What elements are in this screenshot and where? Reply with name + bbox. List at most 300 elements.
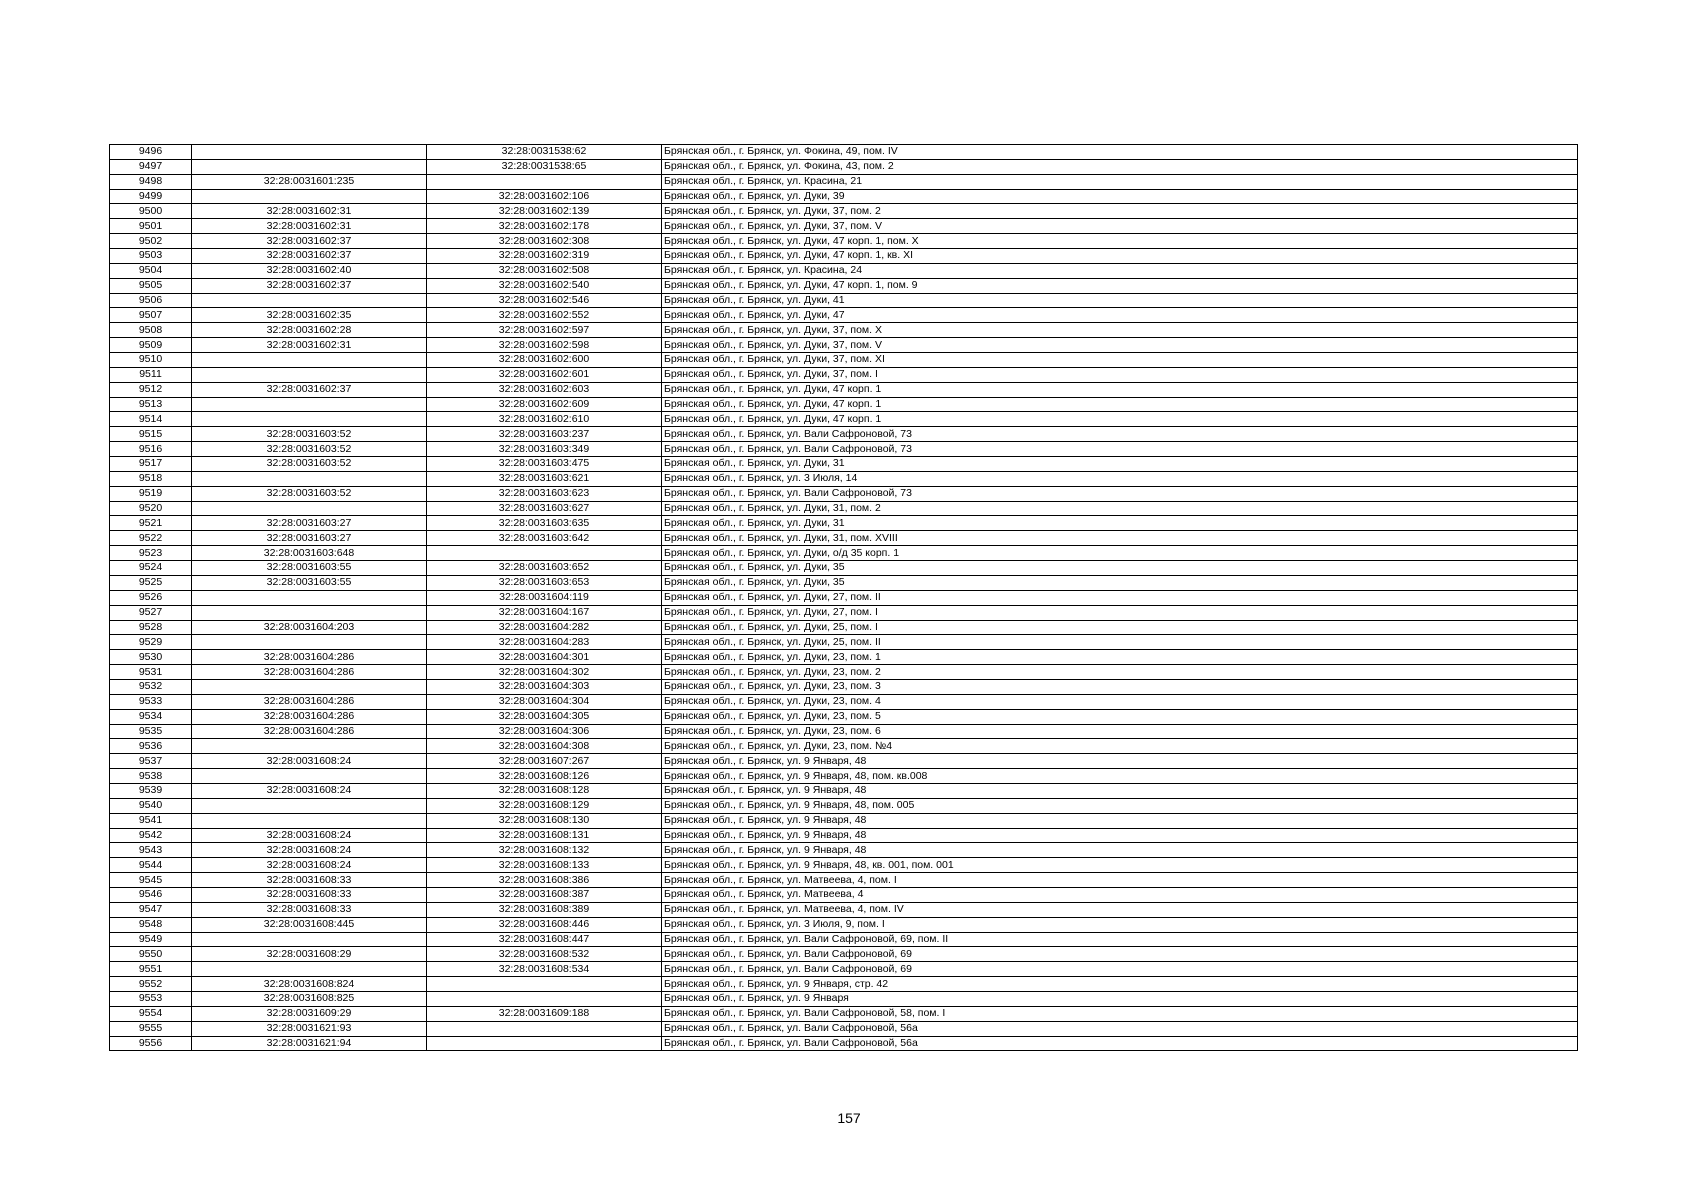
cadastral-number-cell: 32:28:0031602:609 — [427, 397, 662, 412]
parent-cadastral-number-cell: 32:28:0031602:31 — [192, 338, 427, 353]
row-number-cell: 9518 — [110, 471, 192, 486]
table-row — [110, 397, 1578, 412]
address-cell: Брянская обл., г. Брянск, ул. Дуки, 23, пом. 2 — [662, 665, 1578, 680]
parent-cadastral-number-cell: 32:28:0031603:55 — [192, 561, 427, 576]
cadastral-number-cell: 32:28:0031608:389 — [427, 902, 662, 917]
table-row — [110, 308, 1578, 323]
address-cell: Брянская обл., г. Брянск, ул. Дуки, 37, пом. XI — [662, 353, 1578, 368]
cadastral-number-cell — [427, 1036, 662, 1051]
table-row — [110, 145, 1578, 160]
table-row — [110, 917, 1578, 932]
table-row — [110, 635, 1578, 650]
cadastral-number-cell: 32:28:0031608:128 — [427, 783, 662, 798]
address-cell: Брянская обл., г. Брянск, ул. Вали Сафроновой, 56а — [662, 1021, 1578, 1036]
address-cell: Брянская обл., г. Брянск, ул. Вали Сафроновой, 73 — [662, 486, 1578, 501]
parent-cadastral-number-cell: 32:28:0031608:24 — [192, 843, 427, 858]
cadastral-number-cell: 32:28:0031608:532 — [427, 947, 662, 962]
cadastral-number-cell: 32:28:0031608:447 — [427, 932, 662, 947]
parent-cadastral-number-cell: 32:28:0031608:24 — [192, 783, 427, 798]
parent-cadastral-number-cell: 32:28:0031603:52 — [192, 457, 427, 472]
row-number-cell: 9533 — [110, 694, 192, 709]
address-cell: Брянская обл., г. Брянск, ул. 9 Января, 48 — [662, 843, 1578, 858]
row-number-cell: 9508 — [110, 323, 192, 338]
parent-cadastral-number-cell: 32:28:0031602:40 — [192, 263, 427, 278]
row-number-cell: 9520 — [110, 501, 192, 516]
address-cell: Брянская обл., г. Брянск, ул. Красина, 24 — [662, 263, 1578, 278]
row-number-cell: 9515 — [110, 427, 192, 442]
parent-cadastral-number-cell: 32:28:0031604:286 — [192, 709, 427, 724]
row-number-cell: 9541 — [110, 813, 192, 828]
row-number-cell: 9547 — [110, 902, 192, 917]
parent-cadastral-number-cell: 32:28:0031608:33 — [192, 902, 427, 917]
row-number-cell: 9514 — [110, 412, 192, 427]
address-cell: Брянская обл., г. Брянск, ул. 9 Января — [662, 991, 1578, 1006]
row-number-cell: 9550 — [110, 947, 192, 962]
table-row — [110, 694, 1578, 709]
parent-cadastral-number-cell: 32:28:0031621:93 — [192, 1021, 427, 1036]
parent-cadastral-number-cell — [192, 471, 427, 486]
address-cell: Брянская обл., г. Брянск, ул. Вали Сафроновой, 73 — [662, 427, 1578, 442]
address-cell: Брянская обл., г. Брянск, ул. Дуки, 47 корп. 1 — [662, 397, 1578, 412]
address-cell: Брянская обл., г. Брянск, ул. Фокина, 49, пом. IV — [662, 145, 1578, 160]
address-cell: Брянская обл., г. Брянск, ул. Вали Сафроновой, 69 — [662, 947, 1578, 962]
address-cell: Брянская обл., г. Брянск, ул. Дуки, 31, пом. 2 — [662, 501, 1578, 516]
table-row — [110, 887, 1578, 902]
address-cell: Брянская обл., г. Брянск, ул. Красина, 21 — [662, 174, 1578, 189]
table-row — [110, 516, 1578, 531]
cadastral-number-cell: 32:28:0031602:508 — [427, 263, 662, 278]
row-number-cell: 9546 — [110, 887, 192, 902]
address-cell: Брянская обл., г. Брянск, ул. Дуки, о/д 35 корп. 1 — [662, 546, 1578, 561]
row-number-cell: 9502 — [110, 234, 192, 249]
table-row — [110, 174, 1578, 189]
cadastral-number-cell: 32:28:0031602:597 — [427, 323, 662, 338]
address-cell: Брянская обл., г. Брянск, ул. Дуки, 47 корп. 1 — [662, 412, 1578, 427]
row-number-cell: 9551 — [110, 962, 192, 977]
parent-cadastral-number-cell — [192, 798, 427, 813]
address-cell: Брянская обл., г. Брянск, ул. 9 Января, 48, пом. 005 — [662, 798, 1578, 813]
table-row — [110, 338, 1578, 353]
address-cell: Брянская обл., г. Брянск, ул. Вали Сафроновой, 56а — [662, 1036, 1578, 1051]
parent-cadastral-number-cell — [192, 739, 427, 754]
cadastral-number-cell: 32:28:0031608:129 — [427, 798, 662, 813]
parent-cadastral-number-cell — [192, 412, 427, 427]
row-number-cell: 9552 — [110, 977, 192, 992]
cadastral-number-cell — [427, 991, 662, 1006]
table-row — [110, 724, 1578, 739]
address-cell: Брянская обл., г. Брянск, ул. Дуки, 35 — [662, 575, 1578, 590]
registry-table-wrapper — [109, 144, 1578, 1051]
row-number-cell: 9500 — [110, 204, 192, 219]
parent-cadastral-number-cell: 32:28:0031603:648 — [192, 546, 427, 561]
table-row — [110, 873, 1578, 888]
cadastral-number-cell: 32:28:0031608:126 — [427, 769, 662, 784]
row-number-cell: 9534 — [110, 709, 192, 724]
table-row — [110, 828, 1578, 843]
table-row — [110, 486, 1578, 501]
cadastral-number-cell — [427, 1021, 662, 1036]
parent-cadastral-number-cell: 32:28:0031621:94 — [192, 1036, 427, 1051]
address-cell: Брянская обл., г. Брянск, ул. Матвеева, 4, пом. IV — [662, 902, 1578, 917]
parent-cadastral-number-cell — [192, 501, 427, 516]
table-row — [110, 501, 1578, 516]
table-row — [110, 665, 1578, 680]
row-number-cell: 9524 — [110, 561, 192, 576]
parent-cadastral-number-cell: 32:28:0031603:27 — [192, 516, 427, 531]
parent-cadastral-number-cell: 32:28:0031602:37 — [192, 382, 427, 397]
parent-cadastral-number-cell: 32:28:0031602:31 — [192, 219, 427, 234]
row-number-cell: 9507 — [110, 308, 192, 323]
row-number-cell: 9501 — [110, 219, 192, 234]
table-row — [110, 977, 1578, 992]
address-cell: Брянская обл., г. Брянск, ул. 9 Января, 48 — [662, 813, 1578, 828]
row-number-cell: 9555 — [110, 1021, 192, 1036]
address-cell: Брянская обл., г. Брянск, ул. Дуки, 37, пом. 2 — [662, 204, 1578, 219]
parent-cadastral-number-cell: 32:28:0031609:29 — [192, 1006, 427, 1021]
address-cell: Брянская обл., г. Брянск, ул. Дуки, 35 — [662, 561, 1578, 576]
cadastral-number-cell: 32:28:0031604:305 — [427, 709, 662, 724]
registry-table — [109, 144, 1578, 1051]
parent-cadastral-number-cell: 32:28:0031604:286 — [192, 694, 427, 709]
address-cell: Брянская обл., г. Брянск, ул. Дуки, 31 — [662, 457, 1578, 472]
row-number-cell: 9499 — [110, 189, 192, 204]
address-cell: Брянская обл., г. Брянск, ул. Дуки, 39 — [662, 189, 1578, 204]
address-cell: Брянская обл., г. Брянск, ул. Дуки, 37, пом. I — [662, 367, 1578, 382]
table-row — [110, 1006, 1578, 1021]
parent-cadastral-number-cell: 32:28:0031608:24 — [192, 858, 427, 873]
address-cell: Брянская обл., г. Брянск, ул. Дуки, 31 — [662, 516, 1578, 531]
parent-cadastral-number-cell — [192, 635, 427, 650]
row-number-cell: 9504 — [110, 263, 192, 278]
parent-cadastral-number-cell — [192, 590, 427, 605]
address-cell: Брянская обл., г. Брянск, ул. Дуки, 23, пом. №4 — [662, 739, 1578, 754]
cadastral-number-cell: 32:28:0031603:652 — [427, 561, 662, 576]
cadastral-number-cell — [427, 977, 662, 992]
row-number-cell: 9505 — [110, 278, 192, 293]
parent-cadastral-number-cell — [192, 145, 427, 160]
table-row — [110, 932, 1578, 947]
row-number-cell: 9521 — [110, 516, 192, 531]
address-cell: Брянская обл., г. Брянск, ул. 3 Июля, 9, пом. I — [662, 917, 1578, 932]
row-number-cell: 9554 — [110, 1006, 192, 1021]
row-number-cell: 9556 — [110, 1036, 192, 1051]
cadastral-number-cell: 32:28:0031603:642 — [427, 531, 662, 546]
cadastral-number-cell: 32:28:0031603:627 — [427, 501, 662, 516]
table-row — [110, 278, 1578, 293]
cadastral-number-cell: 32:28:0031603:653 — [427, 575, 662, 590]
cadastral-number-cell: 32:28:0031603:635 — [427, 516, 662, 531]
address-cell: Брянская обл., г. Брянск, ул. Матвеева, 4 — [662, 887, 1578, 902]
address-cell: Брянская обл., г. Брянск, ул. 9 Января, 48 — [662, 783, 1578, 798]
parent-cadastral-number-cell: 32:28:0031604:286 — [192, 724, 427, 739]
table-row — [110, 590, 1578, 605]
address-cell: Брянская обл., г. Брянск, ул. Дуки, 37, пом. X — [662, 323, 1578, 338]
row-number-cell: 9526 — [110, 590, 192, 605]
cadastral-number-cell: 32:28:0031608:386 — [427, 873, 662, 888]
parent-cadastral-number-cell — [192, 159, 427, 174]
table-row — [110, 323, 1578, 338]
row-number-cell: 9523 — [110, 546, 192, 561]
row-number-cell: 9548 — [110, 917, 192, 932]
parent-cadastral-number-cell: 32:28:0031603:52 — [192, 427, 427, 442]
parent-cadastral-number-cell: 32:28:0031608:33 — [192, 887, 427, 902]
row-number-cell: 9545 — [110, 873, 192, 888]
table-row — [110, 442, 1578, 457]
address-cell: Брянская обл., г. Брянск, ул. 9 Января, 48, кв. 001, пом. 001 — [662, 858, 1578, 873]
address-cell: Брянская обл., г. Брянск, ул. 3 Июля, 14 — [662, 471, 1578, 486]
cadastral-number-cell: 32:28:0031602:178 — [427, 219, 662, 234]
row-number-cell: 9527 — [110, 605, 192, 620]
parent-cadastral-number-cell — [192, 353, 427, 368]
table-row — [110, 234, 1578, 249]
cadastral-number-cell: 32:28:0031604:301 — [427, 650, 662, 665]
address-cell: Брянская обл., г. Брянск, ул. Дуки, 41 — [662, 293, 1578, 308]
parent-cadastral-number-cell: 32:28:0031603:27 — [192, 531, 427, 546]
table-row — [110, 263, 1578, 278]
parent-cadastral-number-cell: 32:28:0031608:824 — [192, 977, 427, 992]
address-cell: Брянская обл., г. Брянск, ул. Дуки, 37, пом. V — [662, 219, 1578, 234]
parent-cadastral-number-cell: 32:28:0031602:35 — [192, 308, 427, 323]
address-cell: Брянская обл., г. Брянск, ул. Дуки, 27, пом. I — [662, 605, 1578, 620]
address-cell: Брянская обл., г. Брянск, ул. Дуки, 23, пом. 4 — [662, 694, 1578, 709]
table-row — [110, 605, 1578, 620]
parent-cadastral-number-cell — [192, 679, 427, 694]
row-number-cell: 9497 — [110, 159, 192, 174]
parent-cadastral-number-cell: 32:28:0031603:52 — [192, 486, 427, 501]
address-cell: Брянская обл., г. Брянск, ул. 9 Января, стр. 42 — [662, 977, 1578, 992]
cadastral-number-cell: 32:28:0031538:62 — [427, 145, 662, 160]
parent-cadastral-number-cell: 32:28:0031608:445 — [192, 917, 427, 932]
address-cell: Брянская обл., г. Брянск, ул. Дуки, 47 корп. 1, кв. XI — [662, 249, 1578, 264]
address-cell: Брянская обл., г. Брянск, ул. Дуки, 31, пом. XVIII — [662, 531, 1578, 546]
row-number-cell: 9503 — [110, 249, 192, 264]
row-number-cell: 9528 — [110, 620, 192, 635]
address-cell: Брянская обл., г. Брянск, ул. Дуки, 47 корп. 1, пом. X — [662, 234, 1578, 249]
row-number-cell: 9525 — [110, 575, 192, 590]
parent-cadastral-number-cell: 32:28:0031602:37 — [192, 249, 427, 264]
cadastral-number-cell: 32:28:0031602:598 — [427, 338, 662, 353]
cadastral-number-cell: 32:28:0031608:130 — [427, 813, 662, 828]
address-cell: Брянская обл., г. Брянск, ул. Вали Сафроновой, 73 — [662, 442, 1578, 457]
address-cell: Брянская обл., г. Брянск, ул. Дуки, 23, пом. 1 — [662, 650, 1578, 665]
table-row — [110, 189, 1578, 204]
row-number-cell: 9536 — [110, 739, 192, 754]
table-row — [110, 159, 1578, 174]
cadastral-number-cell: 32:28:0031608:387 — [427, 887, 662, 902]
row-number-cell: 9553 — [110, 991, 192, 1006]
cadastral-number-cell: 32:28:0031602:600 — [427, 353, 662, 368]
table-row — [110, 858, 1578, 873]
cadastral-number-cell: 32:28:0031538:65 — [427, 159, 662, 174]
table-row — [110, 546, 1578, 561]
parent-cadastral-number-cell — [192, 293, 427, 308]
cadastral-number-cell — [427, 546, 662, 561]
table-row — [110, 412, 1578, 427]
table-row — [110, 650, 1578, 665]
cadastral-number-cell: 32:28:0031604:283 — [427, 635, 662, 650]
table-row — [110, 843, 1578, 858]
cadastral-number-cell: 32:28:0031602:540 — [427, 278, 662, 293]
row-number-cell: 9511 — [110, 367, 192, 382]
cadastral-number-cell: 32:28:0031604:302 — [427, 665, 662, 680]
parent-cadastral-number-cell: 32:28:0031603:52 — [192, 442, 427, 457]
address-cell: Брянская обл., г. Брянск, ул. Вали Сафроновой, 58, пом. I — [662, 1006, 1578, 1021]
row-number-cell: 9537 — [110, 754, 192, 769]
row-number-cell: 9544 — [110, 858, 192, 873]
parent-cadastral-number-cell: 32:28:0031603:55 — [192, 575, 427, 590]
table-row — [110, 457, 1578, 472]
row-number-cell: 9538 — [110, 769, 192, 784]
row-number-cell: 9532 — [110, 679, 192, 694]
table-row — [110, 813, 1578, 828]
cadastral-number-cell: 32:28:0031602:603 — [427, 382, 662, 397]
parent-cadastral-number-cell: 32:28:0031608:29 — [192, 947, 427, 962]
table-row — [110, 709, 1578, 724]
address-cell: Брянская обл., г. Брянск, ул. Дуки, 37, пом. V — [662, 338, 1578, 353]
row-number-cell: 9519 — [110, 486, 192, 501]
row-number-cell: 9513 — [110, 397, 192, 412]
address-cell: Брянская обл., г. Брянск, ул. Вали Сафроновой, 69, пом. II — [662, 932, 1578, 947]
address-cell: Брянская обл., г. Брянск, ул. Дуки, 25, пом. I — [662, 620, 1578, 635]
table-row — [110, 754, 1578, 769]
address-cell: Брянская обл., г. Брянск, ул. Фокина, 43, пом. 2 — [662, 159, 1578, 174]
table-row — [110, 219, 1578, 234]
cadastral-number-cell — [427, 174, 662, 189]
cadastral-number-cell: 32:28:0031607:267 — [427, 754, 662, 769]
address-cell: Брянская обл., г. Брянск, ул. Дуки, 23, пом. 5 — [662, 709, 1578, 724]
cadastral-number-cell: 32:28:0031604:282 — [427, 620, 662, 635]
cadastral-number-cell: 32:28:0031602:139 — [427, 204, 662, 219]
row-number-cell: 9540 — [110, 798, 192, 813]
table-row — [110, 1036, 1578, 1051]
address-cell: Брянская обл., г. Брянск, ул. 9 Января, 48 — [662, 828, 1578, 843]
table-row — [110, 902, 1578, 917]
cadastral-number-cell: 32:28:0031608:446 — [427, 917, 662, 932]
table-row — [110, 249, 1578, 264]
table-row — [110, 531, 1578, 546]
parent-cadastral-number-cell — [192, 932, 427, 947]
cadastral-number-cell: 32:28:0031604:306 — [427, 724, 662, 739]
address-cell: Брянская обл., г. Брянск, ул. 9 Января, 48 — [662, 754, 1578, 769]
parent-cadastral-number-cell: 32:28:0031604:203 — [192, 620, 427, 635]
parent-cadastral-number-cell: 32:28:0031608:24 — [192, 828, 427, 843]
parent-cadastral-number-cell: 32:28:0031602:37 — [192, 278, 427, 293]
row-number-cell: 9498 — [110, 174, 192, 189]
row-number-cell: 9517 — [110, 457, 192, 472]
cadastral-number-cell: 32:28:0031602:552 — [427, 308, 662, 323]
cadastral-number-cell: 32:28:0031603:349 — [427, 442, 662, 457]
table-row — [110, 947, 1578, 962]
table-row — [110, 739, 1578, 754]
cadastral-number-cell: 32:28:0031602:546 — [427, 293, 662, 308]
row-number-cell: 9542 — [110, 828, 192, 843]
row-number-cell: 9543 — [110, 843, 192, 858]
address-cell: Брянская обл., г. Брянск, ул. Дуки, 47 корп. 1 — [662, 382, 1578, 397]
registry-table-body — [110, 145, 1578, 1051]
cadastral-number-cell: 32:28:0031603:621 — [427, 471, 662, 486]
row-number-cell: 9506 — [110, 293, 192, 308]
address-cell: Брянская обл., г. Брянск, ул. Дуки, 25, пом. II — [662, 635, 1578, 650]
cadastral-number-cell: 32:28:0031608:132 — [427, 843, 662, 858]
table-row — [110, 427, 1578, 442]
cadastral-number-cell: 32:28:0031603:623 — [427, 486, 662, 501]
table-row — [110, 561, 1578, 576]
address-cell: Брянская обл., г. Брянск, ул. Дуки, 27, пом. II — [662, 590, 1578, 605]
table-row — [110, 367, 1578, 382]
address-cell: Брянская обл., г. Брянск, ул. Дуки, 47 корп. 1, пом. 9 — [662, 278, 1578, 293]
row-number-cell: 9539 — [110, 783, 192, 798]
cadastral-number-cell: 32:28:0031602:308 — [427, 234, 662, 249]
address-cell: Брянская обл., г. Брянск, ул. Вали Сафроновой, 69 — [662, 962, 1578, 977]
table-row — [110, 679, 1578, 694]
cadastral-number-cell: 32:28:0031608:131 — [427, 828, 662, 843]
cadastral-number-cell: 32:28:0031602:106 — [427, 189, 662, 204]
cadastral-number-cell: 32:28:0031608:133 — [427, 858, 662, 873]
parent-cadastral-number-cell — [192, 367, 427, 382]
address-cell: Брянская обл., г. Брянск, ул. Дуки, 47 — [662, 308, 1578, 323]
cadastral-number-cell: 32:28:0031603:475 — [427, 457, 662, 472]
table-row — [110, 962, 1578, 977]
cadastral-number-cell: 32:28:0031602:601 — [427, 367, 662, 382]
parent-cadastral-number-cell: 32:28:0031604:286 — [192, 665, 427, 680]
row-number-cell: 9522 — [110, 531, 192, 546]
table-row — [110, 620, 1578, 635]
row-number-cell: 9531 — [110, 665, 192, 680]
address-cell: Брянская обл., г. Брянск, ул. Дуки, 23, пом. 6 — [662, 724, 1578, 739]
table-row — [110, 471, 1578, 486]
row-number-cell: 9530 — [110, 650, 192, 665]
table-row — [110, 769, 1578, 784]
cadastral-number-cell: 32:28:0031603:237 — [427, 427, 662, 442]
table-row — [110, 204, 1578, 219]
parent-cadastral-number-cell: 32:28:0031604:286 — [192, 650, 427, 665]
address-cell: Брянская обл., г. Брянск, ул. Матвеева, 4, пом. I — [662, 873, 1578, 888]
table-row — [110, 798, 1578, 813]
cadastral-number-cell: 32:28:0031604:304 — [427, 694, 662, 709]
parent-cadastral-number-cell — [192, 605, 427, 620]
table-row — [110, 382, 1578, 397]
table-row — [110, 293, 1578, 308]
cadastral-number-cell: 32:28:0031609:188 — [427, 1006, 662, 1021]
table-row — [110, 991, 1578, 1006]
row-number-cell: 9549 — [110, 932, 192, 947]
parent-cadastral-number-cell — [192, 189, 427, 204]
parent-cadastral-number-cell: 32:28:0031608:33 — [192, 873, 427, 888]
row-number-cell: 9509 — [110, 338, 192, 353]
page-number: 157 — [837, 1110, 861, 1126]
cadastral-number-cell: 32:28:0031604:303 — [427, 679, 662, 694]
row-number-cell: 9496 — [110, 145, 192, 160]
parent-cadastral-number-cell: 32:28:0031608:825 — [192, 991, 427, 1006]
table-row — [110, 1021, 1578, 1036]
parent-cadastral-number-cell: 32:28:0031601:235 — [192, 174, 427, 189]
parent-cadastral-number-cell: 32:28:0031602:28 — [192, 323, 427, 338]
parent-cadastral-number-cell — [192, 813, 427, 828]
parent-cadastral-number-cell — [192, 962, 427, 977]
address-cell: Брянская обл., г. Брянск, ул. 9 Января, 48, пом. кв.008 — [662, 769, 1578, 784]
cadastral-number-cell: 32:28:0031602:319 — [427, 249, 662, 264]
row-number-cell: 9516 — [110, 442, 192, 457]
cadastral-number-cell: 32:28:0031602:610 — [427, 412, 662, 427]
row-number-cell: 9510 — [110, 353, 192, 368]
table-row — [110, 575, 1578, 590]
cadastral-number-cell: 32:28:0031604:167 — [427, 605, 662, 620]
row-number-cell: 9512 — [110, 382, 192, 397]
cadastral-number-cell: 32:28:0031604:308 — [427, 739, 662, 754]
parent-cadastral-number-cell: 32:28:0031602:31 — [192, 204, 427, 219]
parent-cadastral-number-cell — [192, 769, 427, 784]
row-number-cell: 9529 — [110, 635, 192, 650]
